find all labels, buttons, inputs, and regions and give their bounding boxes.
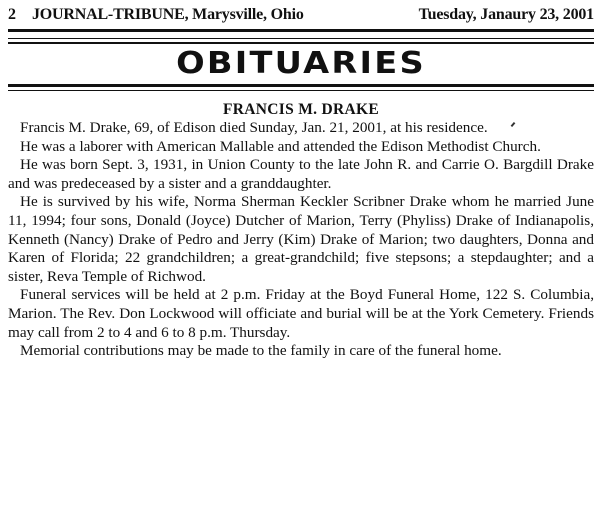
banner-bottom-rule-thin xyxy=(8,90,594,91)
masthead-rule xyxy=(8,29,594,32)
banner-bottom-rule-thick xyxy=(8,84,594,87)
obituary-paragraph: Funeral services will be held at 2 p.m. Friday at the Boyd Funeral Home, 122 S. Columbia, Marion. The Rev. Don Lockwood will officiate and burial will be at the York Cemetery. Friends may call from 2 to 4 and 6 to 8 p.m. Thursday. xyxy=(8,286,594,341)
obituary-paragraph: He was born Sept. 3, 1931, in Union County to the late John R. and Carrie O. Bargdill Drake and was predeceased by a sister and a granddaughter. xyxy=(8,156,594,192)
obituary-paragraph: Memorial contributions may be made to the family in care of the funeral home. xyxy=(20,342,502,360)
page-number: 2 xyxy=(8,6,16,23)
section-title: OBITUARIES xyxy=(176,46,426,81)
newspaper-name: JOURNAL-TRIBUNE, Marysville, Ohio xyxy=(32,6,304,23)
obituary-paragraph: He was a laborer with American Mallable and attended the Edison Methodist Church. xyxy=(20,137,541,155)
obituary-paragraph: He is survived by his wife, Norma Sherman Keckler Scribner Drake whom he married June 11, 1994; four sons, Donald (Joyce) Dutcher of Marion, Terry (Phyliss) Drake of Indianapolis, Kenneth (Nancy) Drake of Pedro and Jerry (Kim) Drake of Marion; two daughters, Donna and Karen of Florida; 22 grandchildren; a great-grandchild; five stepsons; a stepdaughter; and a sister, Reva Temple of Richwod. xyxy=(8,193,594,285)
issue-date: Tuesday, Janaury 23, 2001 xyxy=(418,6,594,23)
obituary-body xyxy=(8,119,594,361)
banner-top-rule-thin xyxy=(8,38,594,39)
masthead xyxy=(8,6,594,28)
obituary-headline: FRANCIS M. DRAKE xyxy=(223,101,379,118)
obituary-paragraph: Francis M. Drake, 69, of Edison died Sunday, Jan. 21, 2001, at his residence. xyxy=(20,119,488,136)
